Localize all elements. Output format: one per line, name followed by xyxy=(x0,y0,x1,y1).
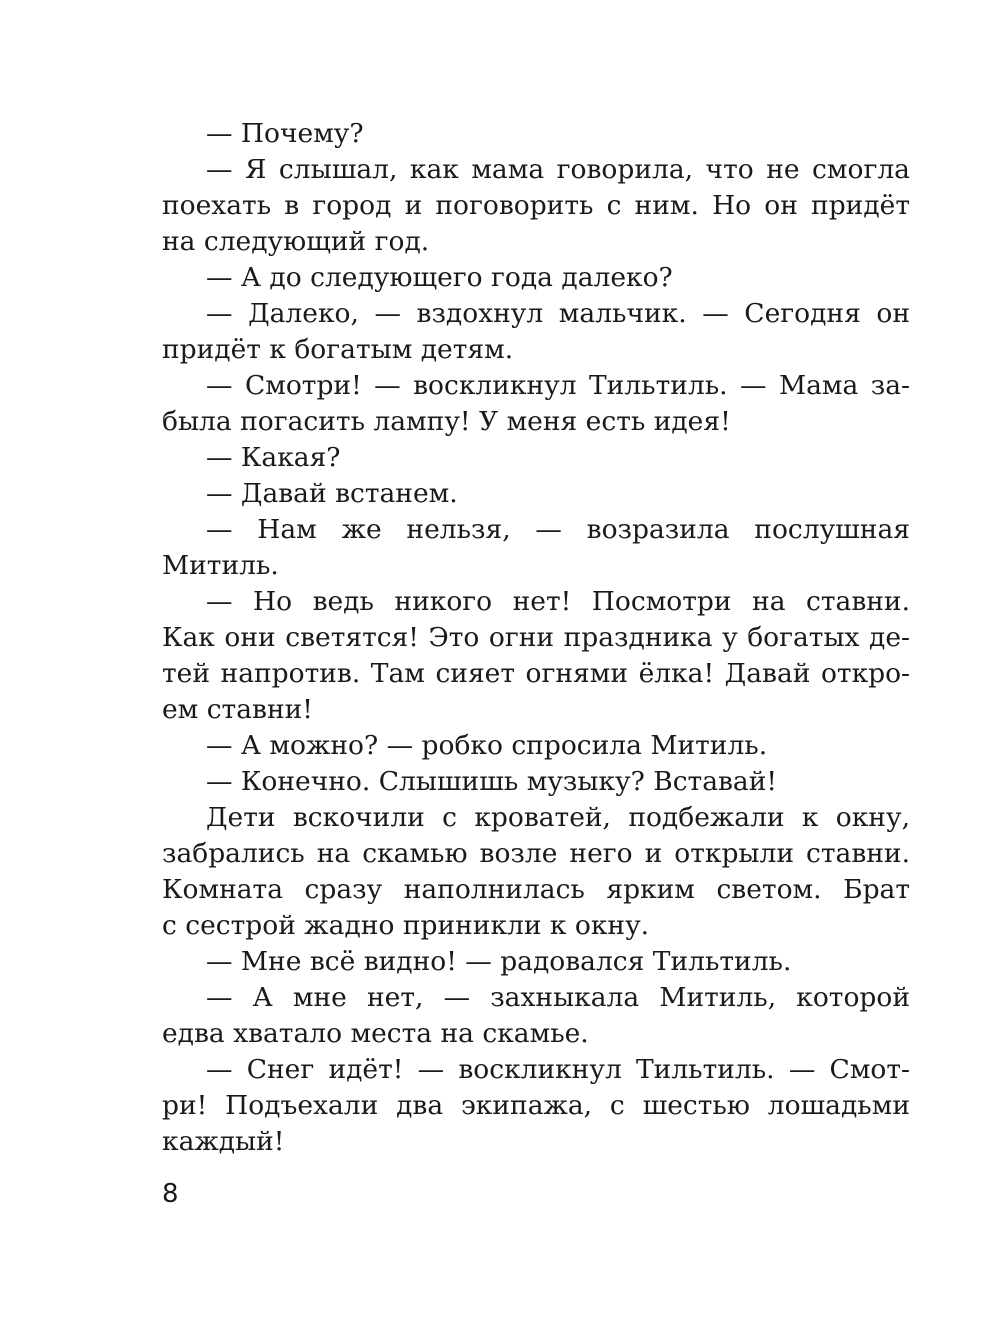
text-line: с сестрой жадно приникли к окну. xyxy=(162,910,650,941)
text-line: Как они светятся! Это огни праздника у богатых де- xyxy=(162,622,910,653)
text-line: — Я слышал, как мама говорила, что не смогла xyxy=(206,154,910,185)
text-line: — А мне нет, — захныкала Митиль, которой xyxy=(206,982,910,1013)
text-line: ри! Подъехали два экипажа, с шестью лошадьми xyxy=(162,1090,910,1121)
text-line: — Какая? xyxy=(206,442,341,473)
text-line: на следующий год. xyxy=(162,226,430,257)
text-line: — Снег идёт! — воскликнул Тильтиль. — Смот- xyxy=(206,1054,910,1085)
text-line: тей напротив. Там сияет огнями ёлка! Давай откро- xyxy=(162,658,910,689)
text-line: — Но ведь никого нет! Посмотри на ставни. xyxy=(206,586,910,617)
text-line: — А можно? — робко спросила Митиль. xyxy=(206,730,768,761)
text-line: — Далеко, — вздохнул мальчик. — Сегодня он xyxy=(206,298,910,329)
text-line: — Мне всё видно! — радовался Тильтиль. xyxy=(206,946,792,977)
text-line: — А до следующего года далеко? xyxy=(206,262,673,293)
text-line: забрались на скамью возле него и открыли ставни. xyxy=(162,838,910,869)
text-line: едва хватало места на скамье. xyxy=(162,1018,589,1049)
text-line: — Давай встанем. xyxy=(206,478,458,509)
text-line: — Нам же нельзя, — возразила послушная xyxy=(206,514,910,545)
text-line: была погасить лампу! У меня есть идея! xyxy=(162,406,731,437)
text-line: Комната сразу наполнилась ярким светом. Брат xyxy=(162,874,910,905)
text-line: придёт к богатым детям. xyxy=(162,334,514,365)
text-line: поехать в город и поговорить с ним. Но он придёт xyxy=(162,190,910,221)
text-line: — Смотри! — воскликнул Тильтиль. — Мама за- xyxy=(206,370,910,401)
text-line: Митиль. xyxy=(162,550,279,581)
body-text xyxy=(162,116,910,1160)
text-line: каждый! xyxy=(162,1126,285,1157)
text-line: Дети вскочили с кроватей, подбежали к окну, xyxy=(206,802,910,833)
text-line: ем ставни! xyxy=(162,694,313,725)
text-line: — Конечно. Слышишь музыку? Вставай! xyxy=(206,766,778,797)
text-line: — Почему? xyxy=(206,118,364,149)
page-number: 8 xyxy=(162,1179,179,1209)
